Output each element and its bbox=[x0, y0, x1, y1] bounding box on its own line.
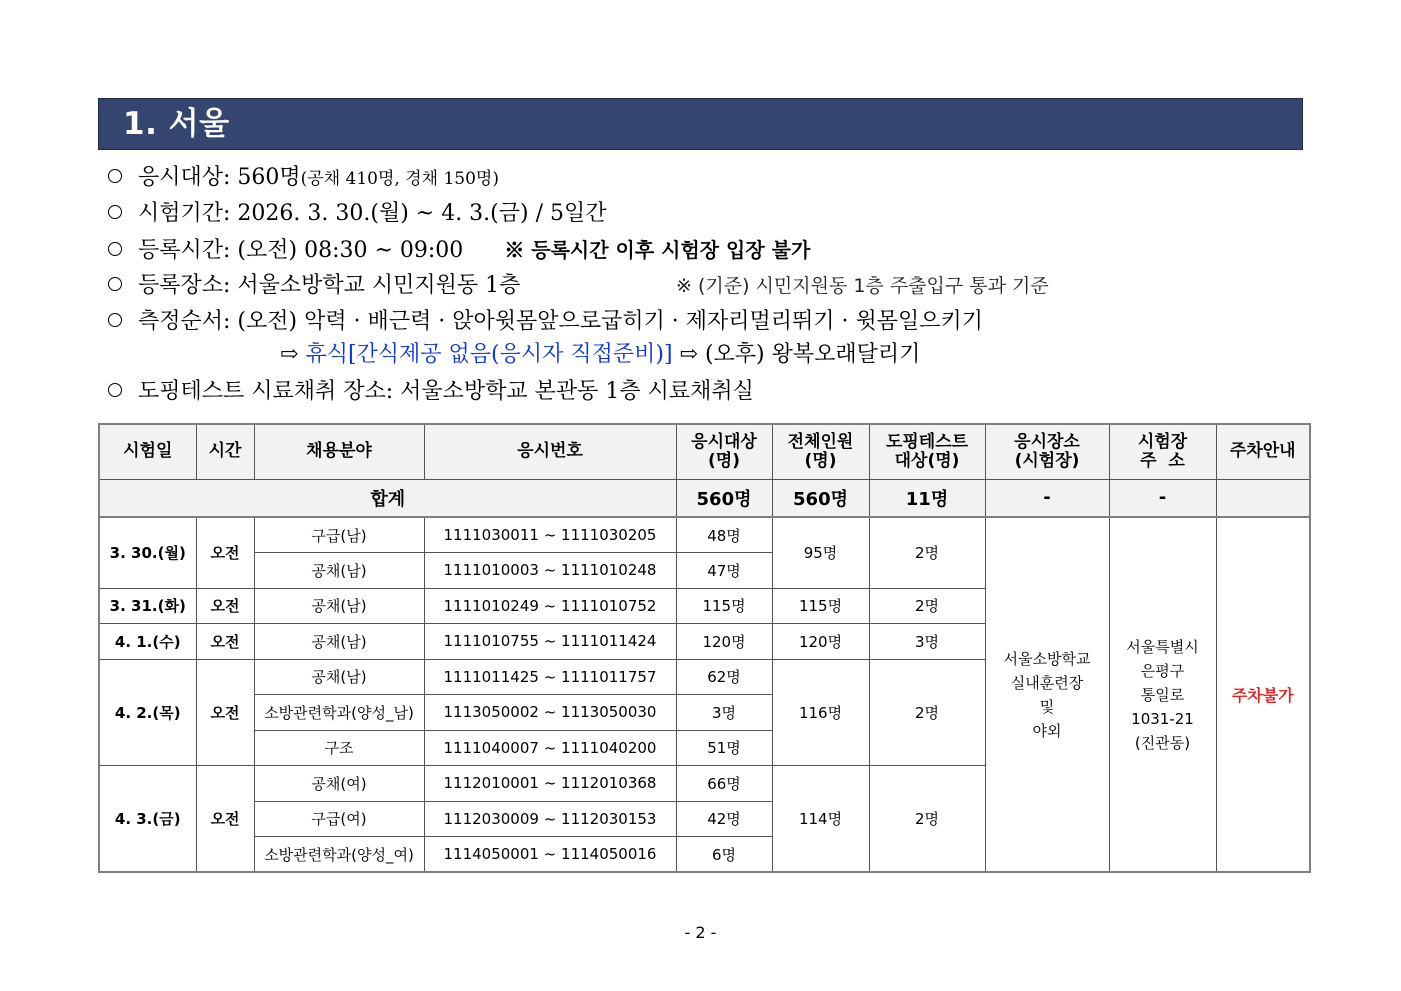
number-cell: 1111011425 ~ 1111011757 bbox=[424, 659, 676, 695]
order-break: 휴식[간식제공 없음(응시자 직접준비)] bbox=[305, 342, 673, 367]
total-parking bbox=[1216, 479, 1310, 517]
time-cell: 오전 bbox=[196, 517, 254, 588]
total-applicants: 560명 bbox=[676, 479, 772, 517]
number-cell: 1111010003 ~ 1111010248 bbox=[424, 553, 676, 589]
total-cell: 114명 bbox=[772, 766, 869, 873]
total-total: 560명 bbox=[772, 479, 869, 517]
header-date: 시험일 bbox=[99, 424, 196, 479]
doping-cell: 2명 bbox=[869, 659, 985, 766]
date-cell: 4. 2.(목) bbox=[99, 659, 196, 766]
circle-bullet-icon bbox=[108, 242, 122, 256]
schedule-table bbox=[98, 423, 1311, 873]
header-number: 응시번호 bbox=[424, 424, 676, 479]
info-block bbox=[108, 160, 1308, 410]
period-text: 시험기간: 2026. 3. 30.(월) ~ 4. 3.(금) / 5일간 bbox=[138, 201, 607, 226]
address-cell: 서울특별시 은평구 통일로 1031-21 (진관동) bbox=[1109, 517, 1216, 872]
number-cell: 1111030011 ~ 1111030205 bbox=[424, 517, 676, 553]
parking-cell: 주차불가 bbox=[1216, 517, 1310, 872]
field-cell: 구조 bbox=[254, 730, 424, 766]
applicants-cell: 51명 bbox=[676, 730, 772, 766]
field-cell: 구급(여) bbox=[254, 801, 424, 837]
reg-place-text: 등록장소: 서울소방학교 시민지원동 1층 bbox=[138, 273, 521, 298]
number-cell: 1114050001 ~ 1114050016 bbox=[424, 837, 676, 873]
number-cell: 1112010001 ~ 1112010368 bbox=[424, 766, 676, 802]
arrow-right-icon: ⇨ bbox=[280, 342, 306, 367]
reg-time-text: 등록시간: (오전) 08:30 ~ 09:00 bbox=[138, 238, 464, 263]
field-cell: 공채(남) bbox=[254, 624, 424, 660]
field-cell: 소방관련학과(양성_여) bbox=[254, 837, 424, 873]
date-cell: 3. 31.(화) bbox=[99, 588, 196, 624]
circle-bullet-icon bbox=[108, 205, 122, 219]
info-period bbox=[108, 196, 1308, 232]
reg-place-note: ※ (기준) 시민지원동 1층 주출입구 통과 기준 bbox=[676, 275, 1049, 297]
doping-cell: 3명 bbox=[869, 624, 985, 660]
circle-bullet-icon bbox=[108, 383, 122, 397]
total-row bbox=[99, 479, 1310, 517]
target-label: 응시대상: 560명 bbox=[138, 165, 301, 190]
total-address: - bbox=[1109, 479, 1216, 517]
header-total: 전체인원 (명) bbox=[772, 424, 869, 479]
number-cell: 1111010755 ~ 1111011424 bbox=[424, 624, 676, 660]
venue-cell: 서울소방학교 실내훈련장 및 야외 bbox=[985, 517, 1109, 872]
applicants-cell: 120명 bbox=[676, 624, 772, 660]
total-cell: 115명 bbox=[772, 588, 869, 624]
number-cell: 1112030009 ~ 1112030153 bbox=[424, 801, 676, 837]
total-cell: 116명 bbox=[772, 659, 869, 766]
header-venue: 응시장소 (시험장) bbox=[985, 424, 1109, 479]
header-applicants: 응시대상 (명) bbox=[676, 424, 772, 479]
applicants-cell: 3명 bbox=[676, 695, 772, 731]
time-cell: 오전 bbox=[196, 588, 254, 624]
order-line1: 측정순서: (오전) 악력 · 배근력 · 앉아윗몸앞으로굽히기 · 제자리멀리뛰기 · 윗몸일으키기 bbox=[138, 309, 984, 334]
circle-bullet-icon bbox=[108, 277, 122, 291]
field-cell: 소방관련학과(양성_남) bbox=[254, 695, 424, 731]
page-number: - 2 - bbox=[684, 923, 717, 942]
date-cell: 4. 3.(금) bbox=[99, 766, 196, 873]
applicants-cell: 47명 bbox=[676, 553, 772, 589]
order-afternoon: ⇨ (오후) 왕복오래달리기 bbox=[672, 342, 921, 367]
doping-text: 도핑테스트 시료채취 장소: 서울소방학교 본관동 1층 시료채취실 bbox=[138, 379, 754, 404]
applicants-cell: 62명 bbox=[676, 659, 772, 695]
date-cell: 3. 30.(월) bbox=[99, 517, 196, 588]
field-cell: 공채(남) bbox=[254, 588, 424, 624]
applicants-cell: 115명 bbox=[676, 588, 772, 624]
table-row bbox=[99, 517, 1310, 553]
reg-time-note: ※ 등록시간 이후 시험장 입장 불가 bbox=[504, 238, 811, 262]
field-cell: 공채(남) bbox=[254, 659, 424, 695]
total-label: 합계 bbox=[99, 479, 676, 517]
total-venue: - bbox=[985, 479, 1109, 517]
applicants-cell: 6명 bbox=[676, 837, 772, 873]
info-reg-time bbox=[108, 232, 1308, 268]
applicants-cell: 66명 bbox=[676, 766, 772, 802]
field-cell: 공채(남) bbox=[254, 553, 424, 589]
header-time: 시간 bbox=[196, 424, 254, 479]
number-cell: 1113050002 ~ 1113050030 bbox=[424, 695, 676, 731]
info-doping bbox=[108, 374, 1308, 410]
circle-bullet-icon bbox=[108, 313, 122, 327]
info-reg-place bbox=[108, 268, 1308, 304]
total-cell: 95명 bbox=[772, 517, 869, 588]
date-cell: 4. 1.(수) bbox=[99, 624, 196, 660]
header-address: 시험장 주 소 bbox=[1109, 424, 1216, 479]
section-title: 1. 서울 bbox=[98, 98, 1303, 150]
field-cell: 공채(여) bbox=[254, 766, 424, 802]
target-detail: (공채 410명, 경채 150명) bbox=[300, 169, 499, 189]
info-order-cont bbox=[108, 340, 1308, 370]
time-cell: 오전 bbox=[196, 766, 254, 873]
field-cell: 구급(남) bbox=[254, 517, 424, 553]
doping-cell: 2명 bbox=[869, 588, 985, 624]
time-cell: 오전 bbox=[196, 659, 254, 766]
header-parking: 주차안내 bbox=[1216, 424, 1310, 479]
doping-cell: 2명 bbox=[869, 766, 985, 873]
total-doping: 11명 bbox=[869, 479, 985, 517]
info-order bbox=[108, 304, 1308, 340]
table-header-row bbox=[99, 424, 1310, 479]
info-target bbox=[108, 160, 1308, 196]
header-doping: 도핑테스트 대상(명) bbox=[869, 424, 985, 479]
doping-cell: 2명 bbox=[869, 517, 985, 588]
number-cell: 1111010249 ~ 1111010752 bbox=[424, 588, 676, 624]
header-field: 채용분야 bbox=[254, 424, 424, 479]
applicants-cell: 42명 bbox=[676, 801, 772, 837]
time-cell: 오전 bbox=[196, 624, 254, 660]
total-cell: 120명 bbox=[772, 624, 869, 660]
circle-bullet-icon bbox=[108, 169, 122, 183]
number-cell: 1111040007 ~ 1111040200 bbox=[424, 730, 676, 766]
applicants-cell: 48명 bbox=[676, 517, 772, 553]
